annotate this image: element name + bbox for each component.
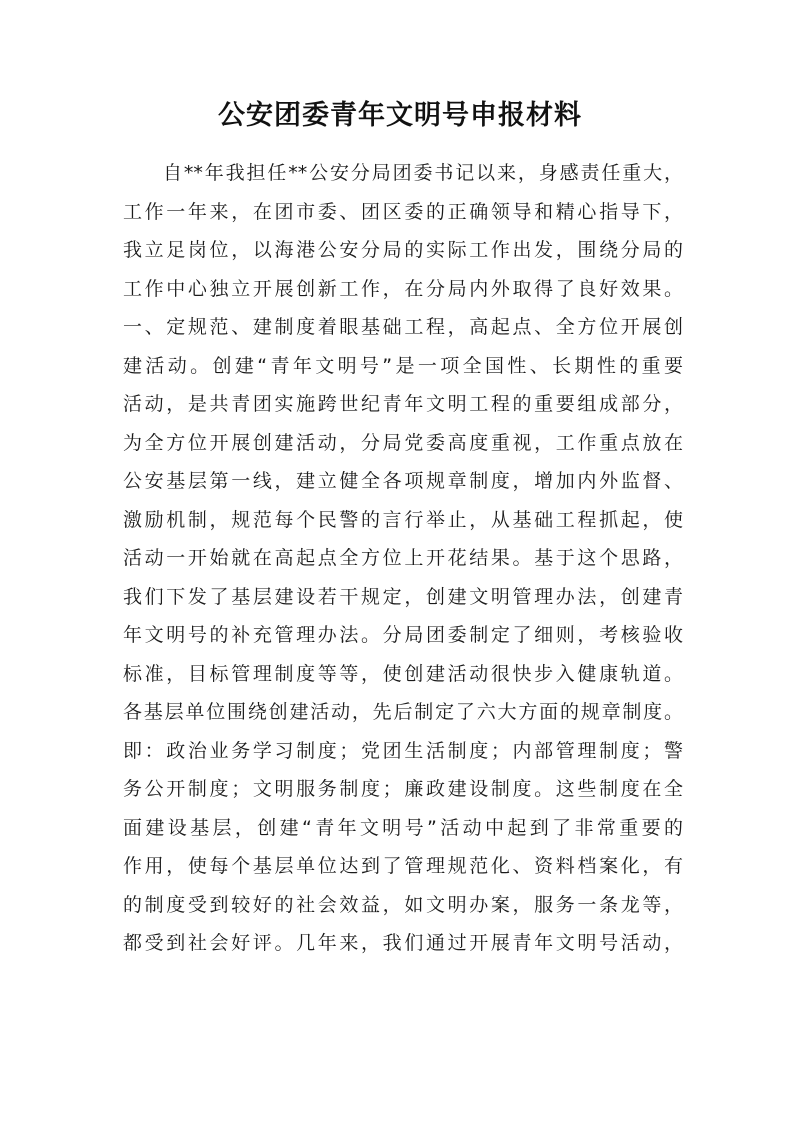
body-line: 标准，目标管理制度等等，使创建活动很快步入健康轨道。 [123, 662, 683, 685]
body-line: 各基层单位围绕创建活动，先后制定了六大方面的规章制度。 [123, 701, 683, 723]
body-line: 即：政治业务学习制度；党团生活制度；内部管理制度；警 [123, 739, 683, 762]
body-line: 为全方位开展创建活动，分局党委高度重视，工作重点放在 [123, 431, 683, 454]
body-line: 一、定规范、建制度着眼基础工程，高起点、全方位开展创 [123, 316, 683, 338]
body-line: 我们下发了基层建设若干规定，创建文明管理办法，创建青 [123, 585, 683, 608]
body-line: 工作一年来，在团市委、团区委的正确领导和精心指导下， [123, 200, 683, 223]
body-line: 活动，是共青团实施跨世纪青年文明工程的重要组成部分， [123, 393, 683, 415]
body-line: 务公开制度；文明服务制度；廉政建设制度。这些制度在全 [123, 778, 683, 800]
document-title: 公安团委青年文明号申报材料 [218, 100, 582, 131]
body-line: 我立足岗位，以海港公安分局的实际工作出发，围绕分局的 [123, 239, 683, 261]
body-line: 工作中心独立开展创新工作，在分局内外取得了良好效果。 [123, 277, 683, 300]
body-line: 公安基层第一线，建立健全各项规章制度，增加内外监督、 [123, 470, 683, 492]
body-line: 活动一开始就在高起点全方位上开花结果。基于这个思路， [123, 547, 683, 569]
body-line: 的制度受到较好的社会效益，如文明办案，服务一条龙等， [123, 893, 683, 916]
body-line: 面建设基层，创建“青年文明号”活动中起到了非常重要的 [123, 816, 683, 839]
body-line: 年文明号的补充管理办法。分局团委制定了细则，考核验收 [123, 624, 683, 646]
body-line: 自**年我担任**公安分局团委书记以来，身感责任重大， [163, 162, 683, 184]
body-line: 都受到社会好评。几年来，我们通过开展青年文明号活动， [123, 932, 683, 954]
body-line: 激励机制，规范每个民警的言行举止，从基础工程抓起，使 [123, 508, 683, 531]
body-line: 建活动。创建“青年文明号”是一项全国性、长期性的重要 [123, 354, 683, 377]
document-body [123, 154, 683, 963]
body-line: 作用，使每个基层单位达到了管理规范化、资料档案化，有 [123, 855, 683, 877]
